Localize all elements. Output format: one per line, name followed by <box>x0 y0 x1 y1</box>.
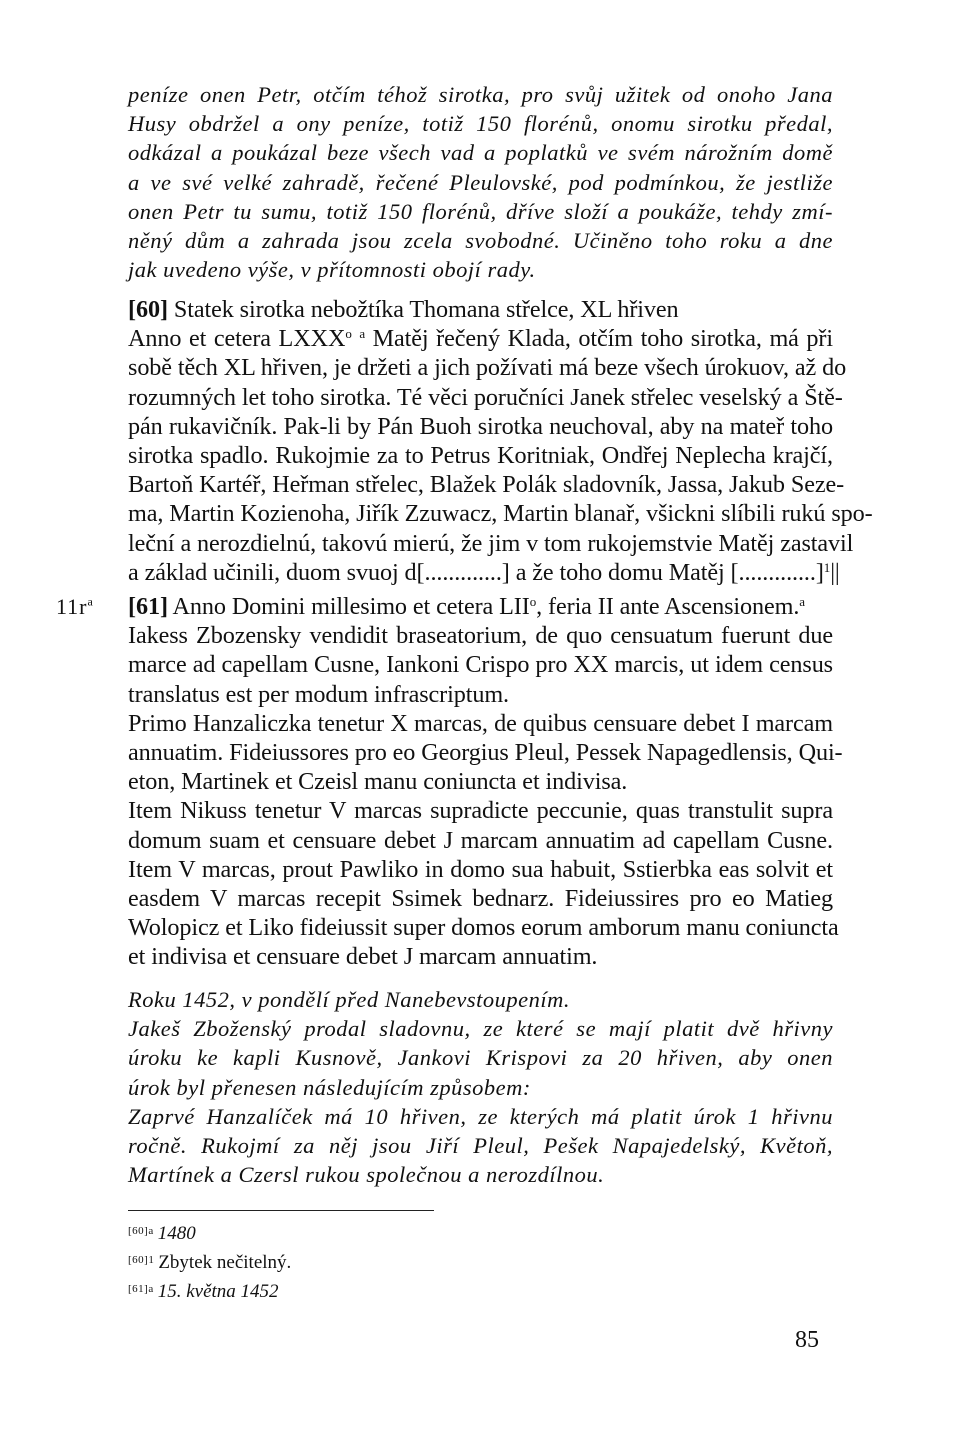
entry-61-body <box>128 621 843 971</box>
text-line <box>128 558 840 587</box>
text-line: Husy obdržel a ony peníze, totiž 150 florénů, onomu sirotku předal, <box>128 111 833 137</box>
translation-paragraph-61 <box>128 985 833 1189</box>
footnote-ref: [60]1 <box>128 1253 155 1266</box>
text-segment: Anno Domini millesimo et cetera LII <box>167 593 530 620</box>
folio-marker <box>56 592 94 621</box>
text-line: leční a nerozdielnú, takovú mierú, že jim v tom rukojemstvie Matěj zastavil <box>128 529 854 557</box>
text-line: úroku ke kapli Kusnově, Jankovi Krispovi za 20 hřiven, aby onen <box>128 1045 833 1071</box>
text-segment: Anno et cetera LXXX <box>128 325 346 353</box>
text-line: domum suam et censuare debet J marcam annuatim ad capellam Cusne. <box>128 826 833 854</box>
footnote-separator <box>128 1210 434 1211</box>
text-line: úrok byl přenesen následujícím způsobem: <box>128 1074 531 1100</box>
footnote-text: Zbytek nečitelný. <box>158 1251 292 1273</box>
footnote <box>128 1276 728 1305</box>
text-line: sobě těch XL hřiven, je držeti a jich požívati má beze všech úrokuov, až do <box>128 354 847 382</box>
text-line: ročně. Rukojmí za něj jsou Jiří Pleul, Pešek Napajedelský, Květoň, <box>128 1133 833 1159</box>
text-line: Martínek a Czersl rukou společnou a nerozdílnou. <box>128 1162 605 1188</box>
text-line: Roku 1452, v pondělí před Nanebevstoupením. <box>128 987 571 1012</box>
text-line: Zaprvé Hanzalíček má 10 hřiven, ze kterých má platit úrok 1 hřivnu <box>128 1103 833 1129</box>
folio-text: 11r <box>56 594 88 619</box>
text-line: easdem V marcas recepit Ssimek bednarz. Fideiussires pro eo Matieg <box>128 885 833 913</box>
text-line: Item V marcas, prout Pawliko in domo sua habuit, Sstierbka eas solvit et <box>128 855 833 883</box>
text-line: něný dům a zahrada jsou zcela svobodné. Učiněno toho roku a dne <box>128 228 833 254</box>
entry-heading-text: Statek sirotka nebožtíka Thomana střelce, XL hřiven <box>167 296 679 323</box>
footnote-text: 1480 <box>157 1222 196 1244</box>
text-line: Wolopicz et Liko fideiussit super domos eorum amborum manu coniuncta <box>128 914 839 942</box>
text-line: et indivisa et censuare debet J marcam annuatim. <box>128 943 598 971</box>
footnote <box>128 1218 728 1247</box>
text-line: marce ad capellam Cusne, Iankoni Crispo pro XX marcis, ut idem census <box>128 651 833 679</box>
entry-heading <box>128 592 833 621</box>
text-line: Primo Hanzaliczka tenetur X marcas, de quibus censuare debet I marcam <box>128 709 833 737</box>
text-line: onen Petr tu sumu, totiž 150 florénů, dříve složí a poukáže, tehdy zmí- <box>128 198 833 224</box>
text-segment: Matěj řečený Klada, otčím toho sirotka, má při <box>365 325 833 353</box>
text-line: translatus est per modum infrascriptum. <box>128 680 509 708</box>
text-line: odkázal a poukázal beze všech vad a poplatků ve svém nárožním domě <box>128 140 833 166</box>
footnote <box>128 1247 728 1276</box>
page-number: 85 <box>795 1327 819 1353</box>
text-segment: , feria II ante Ascensionem. <box>536 593 800 620</box>
entry-61 <box>128 592 843 972</box>
degree-mark: o <box>529 594 537 610</box>
text-line: pán rukavičník. Pak-li by Pán Buoh sirotka neuchoval, aby na mateř toho <box>128 412 833 440</box>
text-line: Jakeš Zboženský prodal sladovnu, ze které se mají platit dvě hřivny <box>128 1016 833 1042</box>
folio-sup: a <box>87 594 94 609</box>
text-line: rozumných let toho sirotka. Té věci poručníci Janek střelec veselský a Ště- <box>128 383 843 411</box>
footnote-ref: [60]a <box>128 1225 154 1237</box>
text-line: sirotka spadlo. Rukojmie za to Petrus Koritniak, Ondřej Neplecha krajčí, <box>128 442 833 470</box>
footnote-text: 15. května 1452 <box>157 1280 279 1302</box>
degree-mark: o <box>345 326 352 342</box>
text-line: peníze onen Petr, otčím téhož sirotka, pro svůj užitek od onoho Jana <box>128 82 833 107</box>
folio-break-mark: || <box>830 558 840 586</box>
text-line: jak uvedeno výše, v přítomnosti obojí rady. <box>128 257 536 283</box>
text-line: ma, Martin Kozienoha, Jiřík Zzuwacz, Martin blanař, všickni slíbili rukú spo- <box>128 500 873 528</box>
entry-heading <box>128 295 833 324</box>
text-line: Item Nikuss tenetur V marcas supradicte peccunie, quas transtulit supra <box>128 797 833 825</box>
text-line: eton, Martinek et Czeisl manu coniuncta et indivisa. <box>128 768 628 796</box>
entry-number: [61] <box>128 593 168 620</box>
text-line <box>128 324 833 353</box>
footnote-marker: 1 <box>823 560 831 576</box>
footnote-marker: a <box>799 594 805 610</box>
footnote-marker: a <box>359 326 365 342</box>
translation-61-body <box>128 985 833 1189</box>
translation-paragraph-top <box>128 80 833 284</box>
text-line: a ve své velké zahradě, řečené Pleulovské, pod podmínkou, že jestliže <box>128 169 833 195</box>
text-line: Iakess Zbozensky vendidit braseatorium, de quo censuatum fuerunt due <box>128 622 833 650</box>
footnotes <box>128 1218 728 1305</box>
entry-number: [60] <box>128 296 168 323</box>
text-line: Bartoň Kartéř, Heřman střelec, Blažek Polák sladovník, Jassa, Jakub Seze- <box>128 471 845 499</box>
footnote-ref: [61]a <box>128 1282 154 1295</box>
entry-60 <box>128 295 873 587</box>
text-line: annuatim. Fideiussores pro eo Georgius Pleul, Pessek Napagedlensis, Qui- <box>128 739 843 767</box>
text-segment: a základ učinili, duom svuoj d[.............] a že toho domu Matěj [.............] <box>128 558 824 586</box>
